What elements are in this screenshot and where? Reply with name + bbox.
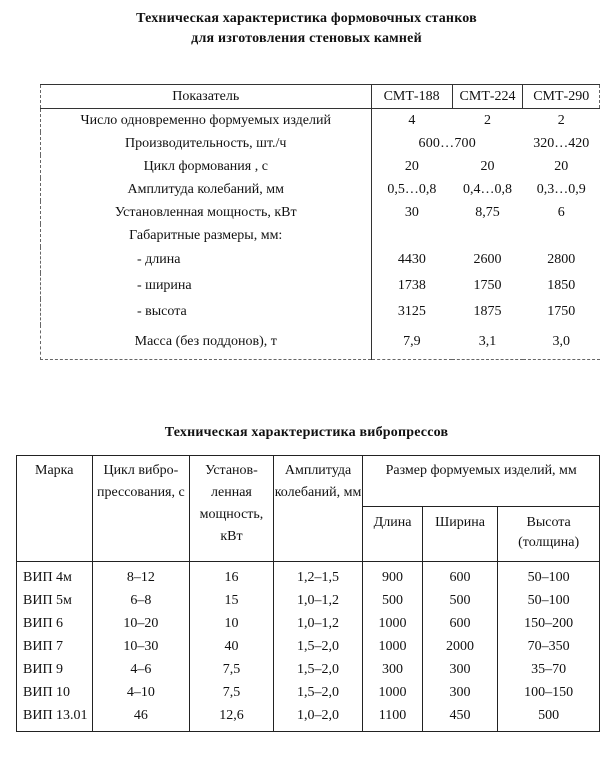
cell-value: 6 — [557, 205, 565, 220]
table-row — [41, 155, 600, 178]
table-row — [41, 325, 600, 360]
table-row — [41, 201, 600, 224]
table-row — [17, 589, 600, 612]
header-amplitude: Амплитуда колебаний, мм — [273, 456, 363, 562]
cell-amplitude: 1,5–2,0 — [273, 681, 363, 704]
cell-length: 900 — [363, 562, 422, 590]
cell-power: 40 — [190, 635, 274, 658]
cell-value: 4430 — [397, 252, 426, 267]
header-smt-188: СМТ-188 — [371, 85, 452, 109]
cell-length: 300 — [363, 658, 422, 681]
cell-value: 2 — [557, 113, 565, 128]
cell-empty — [523, 224, 600, 247]
header-height: Высота (толщина) — [498, 507, 600, 562]
cell-value: 4 — [408, 113, 416, 128]
header-power: Установ-ленная мощность, кВт — [190, 456, 274, 562]
cell-value: 1738 — [397, 278, 426, 293]
header-length: Длина — [363, 507, 422, 562]
table-row — [41, 178, 600, 201]
row-label: - ширина — [41, 273, 372, 299]
table-row — [41, 273, 600, 299]
cell-power: 7,5 — [190, 658, 274, 681]
row-label: Амплитуда колебаний, мм — [41, 178, 372, 201]
row-label: Габаритные размеры, мм: — [41, 224, 372, 247]
cell-height: 50–100 — [498, 589, 600, 612]
cell-cycle: 10–30 — [92, 635, 190, 658]
cell-value: 2 — [484, 113, 492, 128]
cell-value: 3125 — [397, 304, 426, 319]
table-row — [41, 109, 600, 133]
cell-amplitude: 1,0–1,2 — [273, 612, 363, 635]
cell-width: 450 — [422, 704, 498, 732]
cell-cycle: 46 — [92, 704, 190, 732]
table-row — [17, 704, 600, 732]
header-width: Ширина — [422, 507, 498, 562]
cell-value: 1750 — [547, 304, 576, 319]
table-row — [41, 224, 600, 247]
cell-width: 600 — [422, 612, 498, 635]
cell-power: 7,5 — [190, 681, 274, 704]
header-smt-290: СМТ-290 — [523, 85, 600, 109]
cell-value: 1850 — [547, 278, 576, 293]
header-cycle: Цикл вибро-прессования, с — [92, 456, 190, 562]
cell-height: 150–200 — [498, 612, 600, 635]
cell-height: 500 — [498, 704, 600, 732]
cell-value: 30 — [404, 205, 419, 220]
cell-cycle: 4–10 — [92, 681, 190, 704]
cell-value: 1875 — [473, 304, 502, 319]
cell-value: 2600 — [473, 252, 502, 267]
cell-value: 3,1 — [452, 325, 523, 360]
cell-mark: ВИП 6 — [17, 612, 93, 635]
cell-value: 320…420 — [533, 136, 590, 151]
cell-mark: ВИП 13.01 — [17, 704, 93, 732]
cell-power: 15 — [190, 589, 274, 612]
cell-cycle: 6–8 — [92, 589, 190, 612]
cell-power: 16 — [190, 562, 274, 590]
cell-width: 500 — [422, 589, 498, 612]
cell-power: 12,6 — [190, 704, 274, 732]
cell-value: 7,9 — [371, 325, 452, 360]
table1-title-line2: для изготовления стеновых камней — [191, 31, 422, 46]
row-label: - высота — [41, 299, 372, 325]
cell-amplitude: 1,5–2,0 — [273, 658, 363, 681]
cell-height: 70–350 — [498, 635, 600, 658]
cell-mark: ВИП 4м — [17, 562, 93, 590]
row-label: Производительность, шт./ч — [41, 132, 372, 155]
table-row — [17, 635, 600, 658]
cell-length: 500 — [363, 589, 422, 612]
cell-mark: ВИП 7 — [17, 635, 93, 658]
table-header-row — [17, 456, 600, 507]
cell-value-merged: 600…700 — [418, 136, 476, 151]
cell-height: 100–150 — [498, 681, 600, 704]
table-row — [17, 681, 600, 704]
table-row — [17, 658, 600, 681]
cell-value: 3,0 — [523, 325, 600, 360]
cell-amplitude: 1,0–2,0 — [273, 704, 363, 732]
cell-height: 50–100 — [498, 562, 600, 590]
cell-height: 35–70 — [498, 658, 600, 681]
cell-value: 0,3…0,9 — [536, 182, 586, 197]
cell-cycle: 10–20 — [92, 612, 190, 635]
cell-amplitude: 1,2–1,5 — [273, 562, 363, 590]
cell-value: 0,4…0,8 — [463, 182, 513, 197]
header-indicator: Показатель — [41, 85, 372, 109]
table-row — [17, 612, 600, 635]
cell-value: 20 — [554, 159, 569, 174]
cell-width: 2000 — [422, 635, 498, 658]
cell-amplitude: 1,5–2,0 — [273, 635, 363, 658]
table-row — [41, 247, 600, 273]
cell-mark: ВИП 9 — [17, 658, 93, 681]
cell-width: 300 — [422, 681, 498, 704]
row-label: - длина — [41, 247, 372, 273]
header-mark: Марка — [17, 456, 93, 562]
cell-mark: ВИП 10 — [17, 681, 93, 704]
vibropress-table — [16, 455, 600, 732]
cell-value: 0,5…0,8 — [387, 182, 437, 197]
row-label: Масса (без поддонов), т — [41, 325, 372, 360]
cell-value: 8,75 — [475, 205, 500, 220]
cell-length: 1000 — [363, 681, 422, 704]
row-label: Установленная мощность, кВт — [41, 201, 372, 224]
cell-power: 10 — [190, 612, 274, 635]
header-size-group: Размер формуемых изделий, мм — [363, 456, 600, 507]
cell-cycle: 8–12 — [92, 562, 190, 590]
cell-width: 600 — [422, 562, 498, 590]
cell-width: 300 — [422, 658, 498, 681]
table-row — [41, 132, 600, 155]
cell-value: 1750 — [473, 278, 502, 293]
cell-mark: ВИП 5м — [17, 589, 93, 612]
cell-amplitude: 1,0–1,2 — [273, 589, 363, 612]
forming-machines-table — [40, 84, 600, 360]
cell-empty — [371, 224, 452, 247]
cell-value: 20 — [480, 159, 495, 174]
cell-length: 1000 — [363, 612, 422, 635]
cell-cycle: 4–6 — [92, 658, 190, 681]
table-header-row — [41, 85, 600, 109]
cell-empty — [452, 224, 523, 247]
cell-length: 1100 — [363, 704, 422, 732]
header-smt-224: СМТ-224 — [452, 85, 523, 109]
cell-value: 20 — [404, 159, 419, 174]
cell-length: 1000 — [363, 635, 422, 658]
table-row — [17, 562, 600, 590]
table1-title-line1: Техническая характеристика формовочных станков — [136, 11, 477, 26]
cell-value: 2800 — [547, 252, 576, 267]
table2-title: Техническая характеристика вибропрессов — [164, 425, 449, 440]
table-row — [41, 299, 600, 325]
row-label: Цикл формования , с — [41, 155, 372, 178]
row-label: Число одновременно формуемых изделий — [41, 109, 372, 133]
